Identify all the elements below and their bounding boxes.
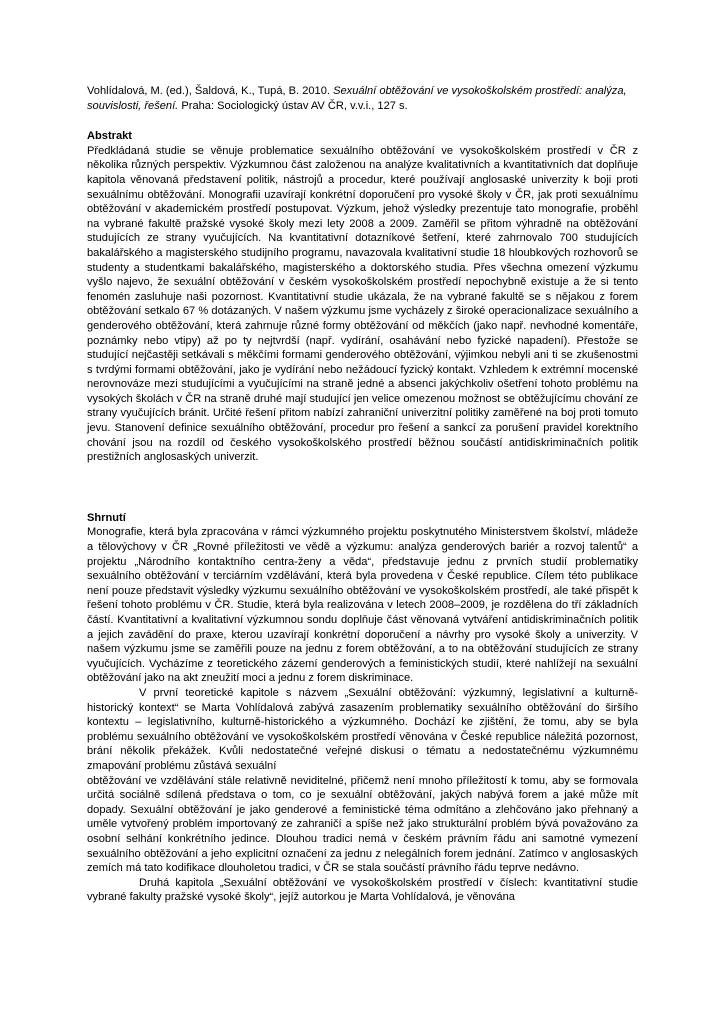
summary-heading: Shrnutí — [87, 511, 126, 524]
citation — [87, 84, 638, 113]
citation-authors: Vohlídalová, M. (ed.), Šaldová, K., Tupá, B. 2010. — [87, 85, 330, 97]
summary-paragraph-2: V první teoretické kapitole s názvem „Sexuální obtěžování: výzkumný, legislativní a kulturně-historický kontext“ se Marta Vohlídalová zabývá zasazením problematiky sexuálního obtěžování do širšího kontextu – legislativního, kulturně-historického a výzkumného. Dochází ke zjištění, že tomu, aby se byla problému sexuálního obtěžování ve vysokoškolském prostředí věnována v České republice náležitá pozornost, brání několik překážek. Kvůli nedostatečné veřejné diskusi o tématu a nedostatečnému výzkumnému zmapování problému zůstává sexuální — [87, 686, 638, 772]
summary-paragraph-1: Monografie, která byla zpracována v rámci výzkumného projektu poskytnutého Ministerstvem školství, mládeže a tělovýchovy v ČR „Rovné příležitosti ve vědě a výzkumu: analýza genderových bariér a rozvoj talentů“ a projektu „Národního kontaktního centra-ženy a věda“, představuje jednu z prvních studií problematiky sexuálního obtěžování v terciárním vzdělávání, která byla provedena v České republice. Cílem této publikace není pouze představit výsledky výzkumu sexuálního obtěžování ve vysokoškolském prostředí, ale také přispět k řešení tohoto problému v ČR. Studie, která byla realizována v letech 2008–2009, je rozdělena do tří základních částí. Kvantitativní a kvalitativní výzkumnou sondu doplňuje část věnovaná vytváření antidiskriminačních politik a jejich zavádění do praxe, kterou uzavírají konkrétní doporučení a návrhy pro vysoké školy a univerzity. V našem výzkumu jsme se zaměřili pouze na jednu z forem obtěžování, a to na obtěžování studujících ze strany vyučujících. Vycházíme z teoretického zázemí genderových a feministických studií, které nahlížejí na sexuální obtěžování jako na akt zneužití moci a jednu z forem diskriminace. — [87, 526, 638, 685]
summary-paragraph-4: Druhá kapitola „Sexuální obtěžování ve vysokoškolském prostředí v číslech: kvantitativní studie vybrané fakulty pražské vysoké školy“, jejíž autorkou je Marta Vohlídalová, je věnována — [87, 876, 638, 904]
abstract-text: Předkládaná studie se věnuje problematice sexuálního obtěžování ve vysokoškolském prostředí v ČR z několika různých perspektiv. Výzkumnou část založenou na analýze kvalitativních a kvantitativních dat doplňuje kapitola věnovaná představení politik, nástrojů a procedur, které používají anglosaské univerzity k boji proti sexuálnímu obtěžování. Monografii uzavírají konkrétní doporučení pro vysoké školy v ČR, jak proti sexuálnímu obtěžování v akademickém prostředí postupovat. Výzkum, jehož výsledky prezentuje tato monografie, proběhl na vybrané fakultě pražské vysoké školy mezi lety 2008 a 2009. Zaměřil se přitom výhradně na obtěžování studujících ze strany vyučujících. Na kvantitativní dotazníkové šetření, které zahrnovalo 700 studujících bakalářského a magisterského studijního programu, navazovala kvalitativní studie 18 hloubkových rozhovorů se studenty a studentkami bakalářského, magisterského a doktorského studia. Přes všechna omezení výzkumu vyšlo najevo, že sexuální obtěžování v českém vysokoškolském prostředí nepochybně existuje a že si tento fenomén zasluhuje naši pozornost. Kvantitativní studie ukázala, že na vybrané fakultě se s nějakou z forem obtěžování setkalo 67 % dotázaných. V našem výzkumu jsme vycházely z široké operacionalizace sexuálního a genderového obtěžování, která zahrnuje různé formy obtěžování od měkčích (jako např. nevhodné komentáře, poznámky nebo vtipy) až po ty nejtvrdší (např. vydírání, osahávání nebo fyzické napadení). Přestože se studující nejčastěji setkávali s měkčími formami genderového obtěžování, výjimkou nebyli ani ti se zkušenostmi s tvrdými formami obtěžování, jako je vydírání nebo nežádoucí fyzický kontakt. Vzhledem k extrémní mocenské nerovnováze mezi studujícími a vyučujícími na straně jedné a absenci jakýchkoliv ošetření tohoto problému na vysokých školách v ČR na straně druhé mají studující jen velice omezenou možnost se obtěžujícímu chování ze strany vyučujících bránit. Určité řešení přitom nabízí zahraniční univerzitní politiky zaměřené na boj proti tomuto jevu. Stanovení definice sexuálního obtěžování, procedur pro řešení a sankcí za porušení pravidel korektního chování jsou na rozdíl od českého vysokoškolského prostředí běžnou součástí antidiskriminačních politik prestižních anglosaských univerzit. — [87, 144, 638, 464]
document-page — [87, 84, 638, 905]
citation-publisher: Praha: Sociologický ústav AV ČR, v.v.i., 127 s. — [181, 99, 408, 112]
citation-title: Sexuální obtěžování ve vysokoškolském prostředí: analýza, souvislosti, řešení. — [87, 85, 627, 112]
section-spacer — [87, 465, 638, 511]
abstract-heading: Abstrakt — [87, 130, 133, 143]
summary-paragraph-3: obtěžování ve vzdělávání stále relativně neviditelné, přičemž není mnoho příležitostí k tomu, aby se formovala určitá sociálně sdílená představa o tom, co je sexuální obtěžování, jakých nabývá forem a jaké může mít dopady. Sexuální obtěžování je jako genderové a feministické téma odmítáno a zlehčováno jako přehnaný a uměle vytvořený problém importovaný ze zahraničí a spíše než jako strukturální problém bývá považováno za osobní selhání konkrétního jedince. Dlouhou tradici nemá v českém právním řádu ani samotné vymezení sexuálního obtěžování a jeho explicitní označení za jednu z nelegálních forem jednání. Zatímco v anglosaských zemích má tato kodifikace dlouholetou tradici, v ČR se stala součástí právního řádu teprve nedávno. — [87, 774, 638, 875]
